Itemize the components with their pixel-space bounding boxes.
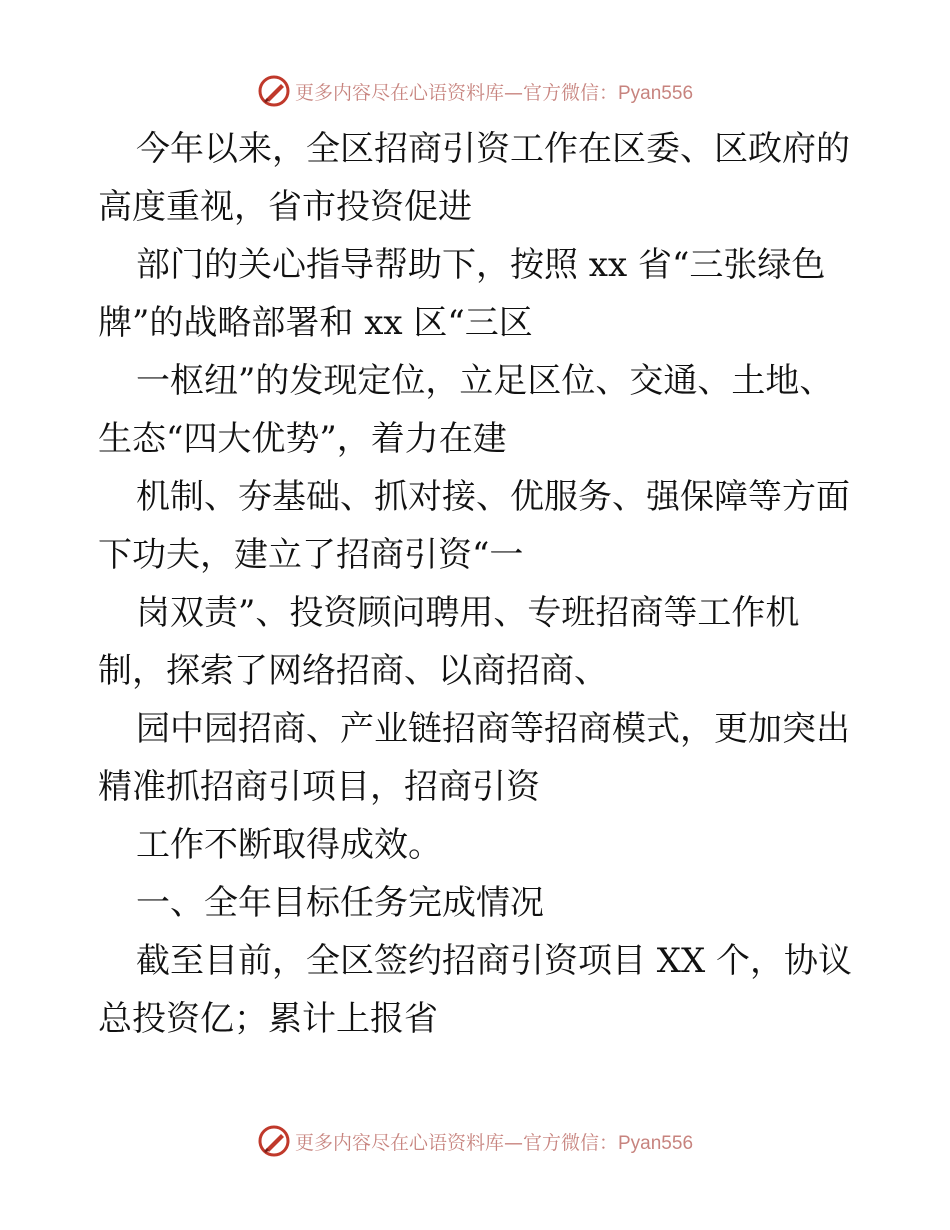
header-watermark-banner	[0, 71, 950, 111]
header-watermark-text: 更多内容尽在心语资料库—官方微信：Pyan556	[294, 81, 694, 104]
pen-logo-icon	[257, 1124, 291, 1158]
body-line: 园中园招商、产业链招商等招商模式，更加突出	[136, 709, 850, 749]
body-line: 下功夫，建立了招商引资“一	[98, 535, 524, 575]
body-line: 岗双责”、投资顾问聘用、专班招商等工作机	[136, 593, 800, 633]
footer-watermark-banner	[0, 1121, 950, 1161]
pen-logo-icon	[257, 74, 291, 108]
section-heading: 一、全年目标任务完成情况	[136, 883, 544, 923]
body-line: 总投资亿；累计上报省	[98, 999, 438, 1039]
body-line: 一枢纽”的发现定位，立足区位、交通、土地、	[136, 361, 834, 401]
body-line: 截至目前，全区签约招商引资项目 XX 个，协议	[136, 941, 853, 981]
body-line: 生态“四大优势”，着力在建	[98, 419, 507, 459]
body-line: 制，探索了网络招商、以商招商、	[98, 651, 608, 691]
body-line: 机制、夯基础、抓对接、优服务、强保障等方面	[136, 477, 850, 517]
body-line: 高度重视，省市投资促进	[98, 187, 472, 227]
body-line: 牌”的战略部署和 xx 区“三区	[98, 303, 533, 343]
body-line: 工作不断取得成效。	[136, 825, 442, 865]
body-line: 今年以来，全区招商引资工作在区委、区政府的	[136, 129, 850, 169]
footer-watermark-text: 更多内容尽在心语资料库—官方微信：Pyan556	[294, 1131, 694, 1154]
document-body	[98, 120, 858, 1048]
body-line: 部门的关心指导帮助下，按照 xx 省“三张绿色	[136, 245, 826, 285]
body-line: 精准抓招商引项目，招商引资	[98, 767, 540, 807]
